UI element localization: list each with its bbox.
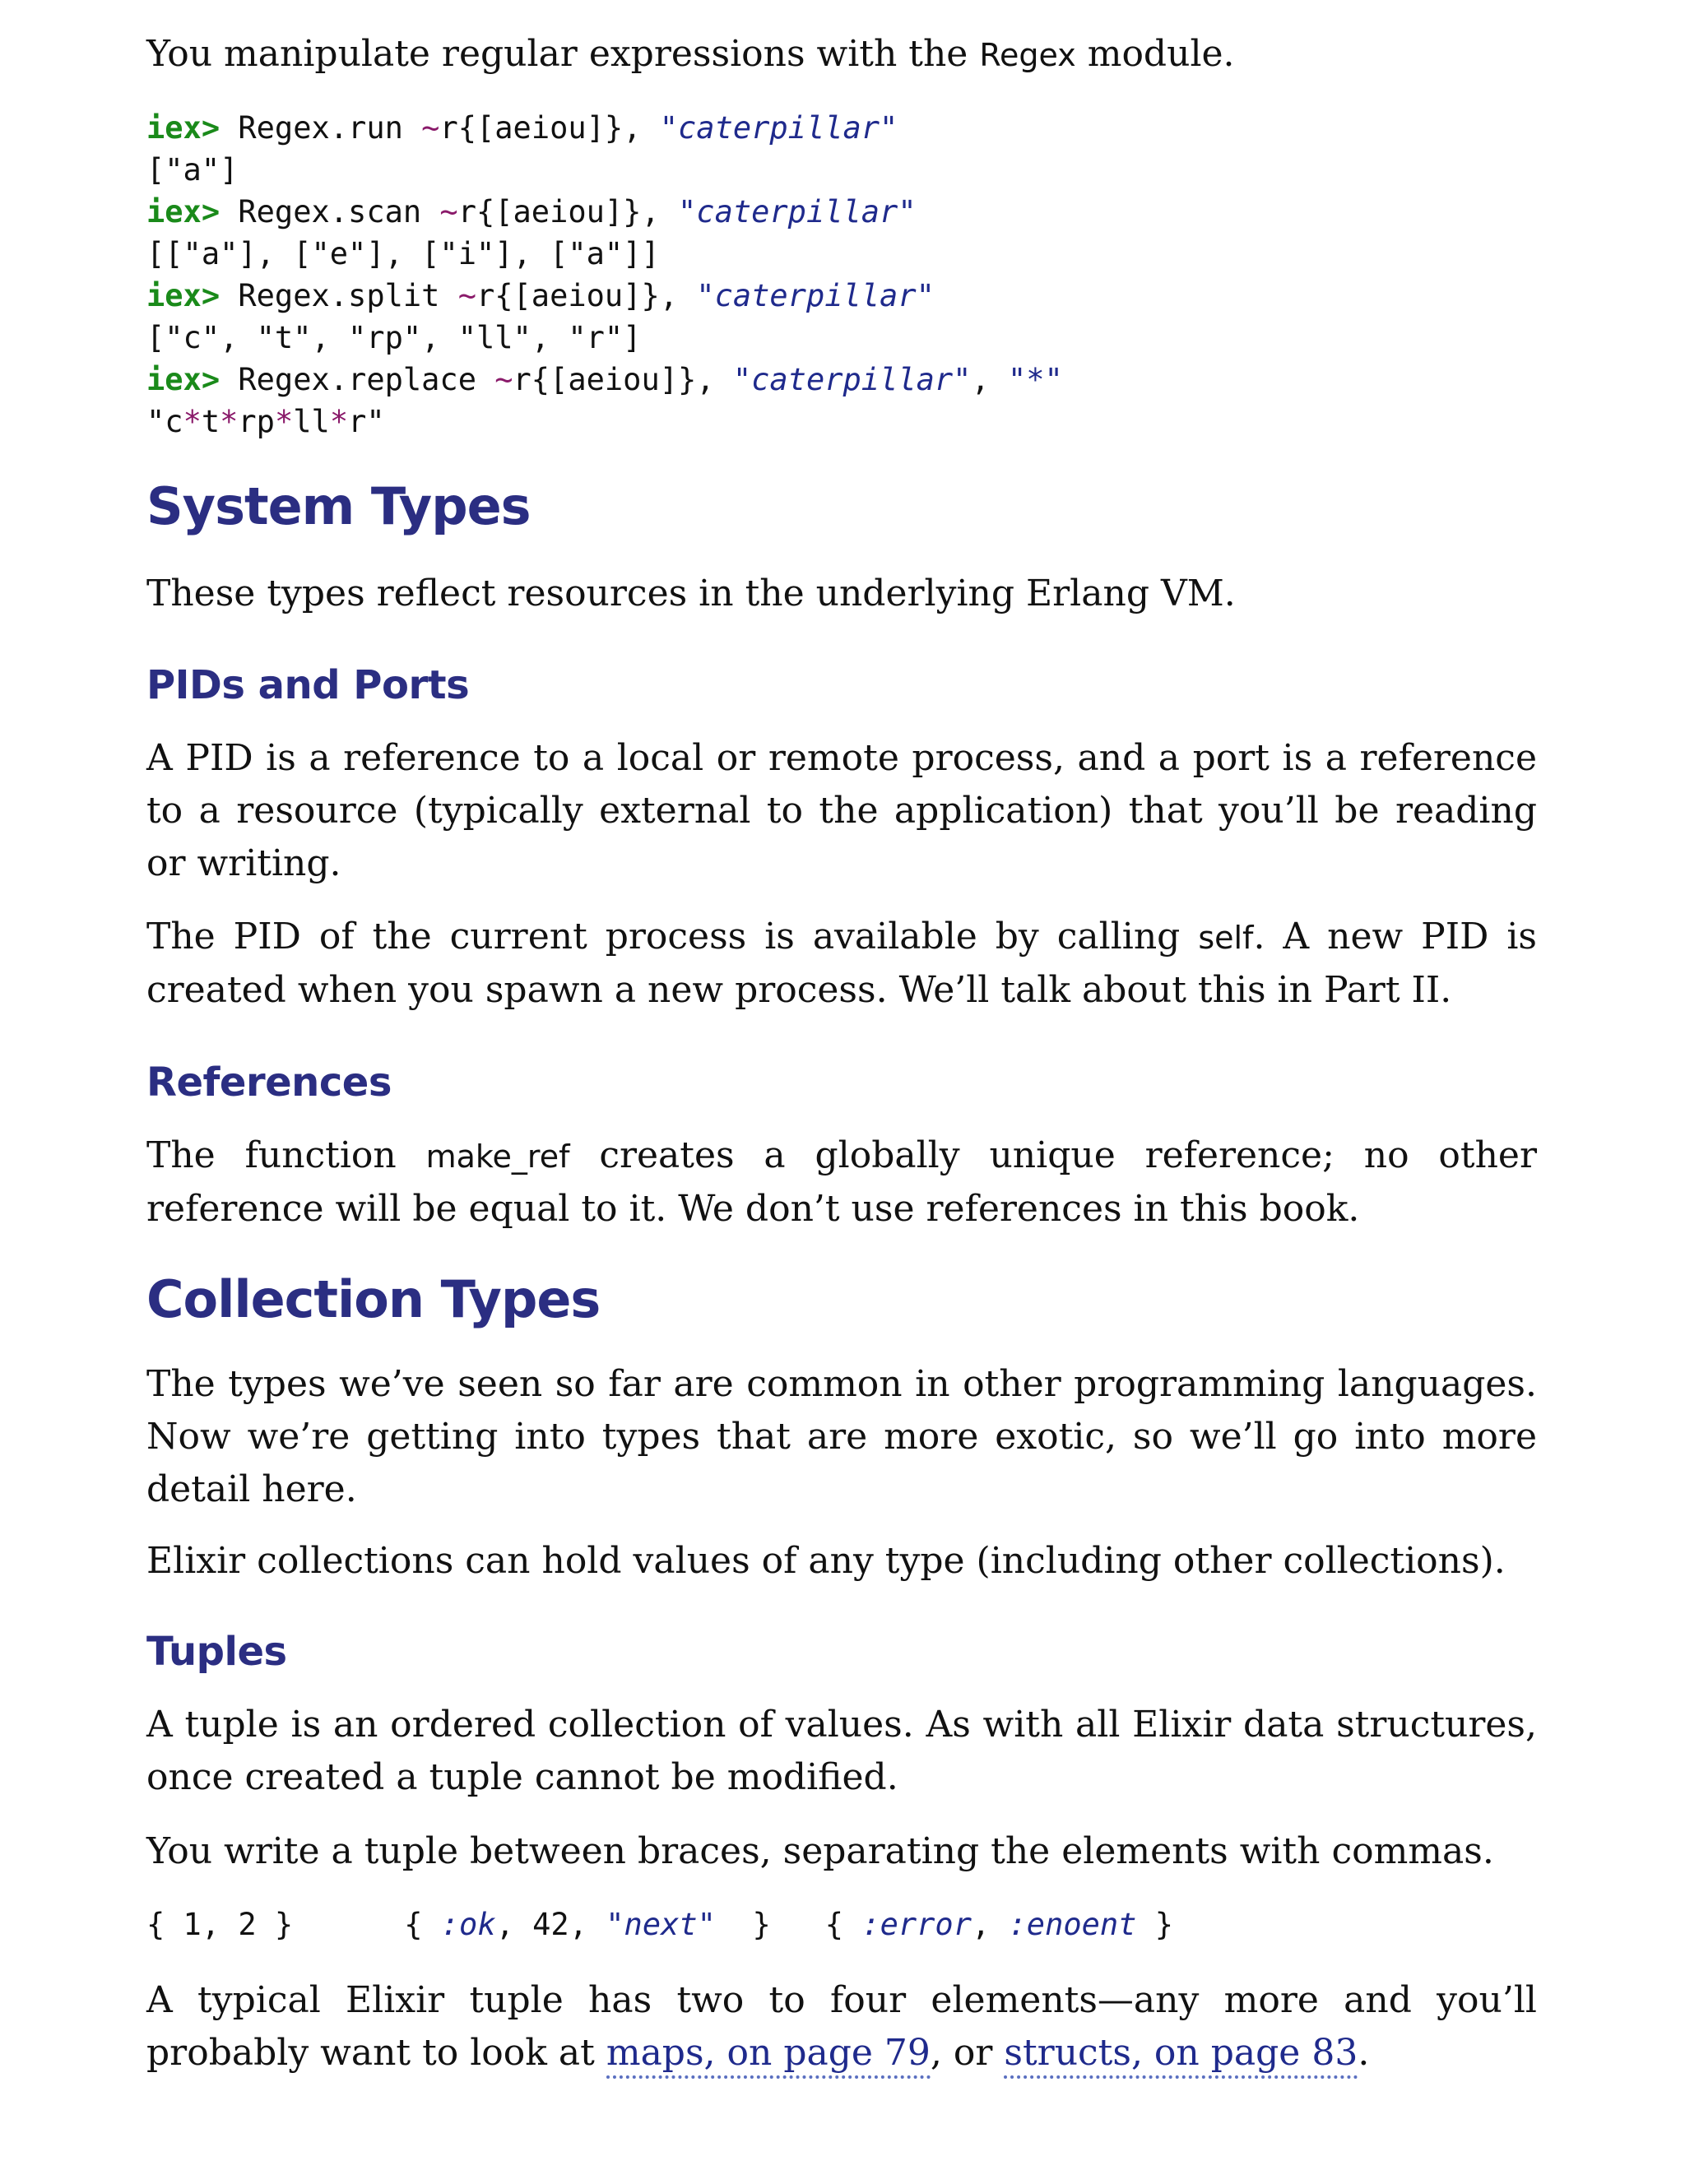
maps-page-link[interactable]: maps, on page 79	[606, 2032, 931, 2079]
collection-types-heading: Collection Types	[146, 1269, 601, 1329]
result-part: t	[201, 404, 220, 439]
code-sigil: ~	[421, 110, 440, 146]
para-text: creates a globally unique reference; no other reference will be equal to it. We don’t use references in this book.	[146, 1134, 1537, 1230]
code-string: "caterpillar"	[659, 110, 898, 146]
references-paragraph	[146, 1129, 1537, 1236]
code-string: "caterpillar"	[732, 362, 972, 397]
code-atom: :error	[861, 1907, 972, 1942]
code-fn: Regex.run	[220, 110, 422, 146]
code-line	[146, 191, 1537, 233]
code-arg: ,	[971, 362, 1008, 397]
iex-prompt: iex>	[146, 362, 220, 397]
code-fn: Regex.scan	[220, 194, 440, 230]
code-line	[146, 107, 1537, 149]
system-types-heading: System Types	[146, 476, 531, 536]
tuple-examples	[146, 1903, 1537, 1945]
system-types-text: These types reflect resources in the underlying Erlang VM.	[146, 573, 1236, 614]
pids-ports-heading: PIDs and Ports	[146, 662, 470, 708]
code-result: ["a"]	[146, 152, 239, 188]
code-atom: :enoent	[1008, 1907, 1137, 1942]
inline-code-self: self	[1198, 920, 1254, 956]
intro-paragraph	[146, 28, 1537, 81]
inline-code-make-ref: make_ref	[425, 1138, 570, 1175]
code-brace: {	[824, 1907, 862, 1942]
code-result: ["c", "t", "rp", "ll", "r"]	[146, 320, 642, 355]
inline-code-regex: Regex	[979, 37, 1076, 73]
tuple-example-2	[404, 1907, 771, 1942]
code-arg: r{[aeiou]},	[457, 194, 679, 230]
code-atom: :ok	[440, 1907, 496, 1942]
code-arg: r{[aeiou]},	[439, 110, 660, 146]
result-part: rp	[238, 404, 275, 439]
result-star: *	[220, 404, 239, 439]
code-sigil: ~	[439, 194, 458, 230]
para-text: The PID of the current process is available by calling	[146, 916, 1199, 958]
code-arg: , 42,	[495, 1907, 606, 1942]
code-fn: Regex.split	[220, 278, 458, 313]
code-string: "caterpillar"	[696, 278, 935, 313]
para-text: . A new PID is created when you spawn a new process. We’ll talk about this in Part II.	[146, 916, 1537, 1011]
result-star: *	[183, 404, 202, 439]
code-sigil: ~	[457, 278, 476, 313]
result-star: *	[274, 404, 294, 439]
result-part: r"	[348, 404, 385, 439]
result-star: *	[329, 404, 349, 439]
code-string: "caterpillar"	[678, 194, 917, 230]
code-string: "*"	[1008, 362, 1063, 397]
code-fn: Regex.replace	[220, 362, 495, 397]
tuple-example-1: { 1, 2 }	[146, 1907, 294, 1942]
collection-types-paragraph-1: The types we’ve seen so far are common in other programming languages. Now we’re getting into types that are more exotic, so we’ll go into more detail here.	[146, 1363, 1537, 1510]
regex-code-block	[146, 107, 1537, 443]
tuples-paragraph-2: You write a tuple between braces, separating the elements with commas.	[146, 1830, 1494, 1872]
code-brace: }	[715, 1907, 771, 1942]
para-text: , or	[930, 2032, 1005, 2074]
para-text: .	[1358, 2032, 1370, 2074]
code-result: [["a"], ["e"], ["i"], ["a"]]	[146, 236, 660, 271]
result-part: ll	[293, 404, 330, 439]
para-text: A typical Elixir tuple has two to four elements—any more and you’ll probably want to look at	[146, 1979, 1537, 2074]
collection-types-paragraph-2: Elixir collections can hold values of any type (including other collections).	[146, 1540, 1506, 1582]
pids-ports-paragraph-1: A PID is a reference to a local or remote process, and a port is a reference to a resource (typically external to the application) that you’ll be reading or writing.	[146, 737, 1537, 884]
references-heading: References	[146, 1060, 392, 1106]
tuples-paragraph-3	[146, 1974, 1537, 2080]
code-line	[146, 275, 1537, 317]
tuples-heading: Tuples	[146, 1629, 287, 1675]
para-text: The function	[146, 1134, 426, 1176]
code-line	[146, 359, 1537, 401]
result-part: "c	[146, 404, 183, 439]
code-string: "next"	[606, 1907, 716, 1942]
iex-prompt: iex>	[146, 194, 220, 230]
structs-page-link[interactable]: structs, on page 83	[1004, 2032, 1358, 2079]
intro-text: You manipulate regular expressions with the	[146, 33, 980, 75]
code-arg: ,	[971, 1907, 1009, 1942]
code-brace: }	[1136, 1907, 1174, 1942]
intro-text-end: module.	[1075, 33, 1235, 75]
tuple-example-3	[825, 1907, 1173, 1942]
tuples-paragraph-1: A tuple is an ordered collection of values. As with all Elixir data structures, once created a tuple cannot be modified.	[146, 1704, 1537, 1798]
code-sigil: ~	[494, 362, 513, 397]
pids-ports-paragraph-2	[146, 911, 1537, 1017]
iex-prompt: iex>	[146, 278, 220, 313]
code-arg: r{[aeiou]},	[513, 362, 733, 397]
code-arg: r{[aeiou]},	[476, 278, 697, 313]
code-result	[146, 401, 1537, 443]
code-brace: {	[404, 1907, 441, 1942]
iex-prompt: iex>	[146, 110, 220, 146]
